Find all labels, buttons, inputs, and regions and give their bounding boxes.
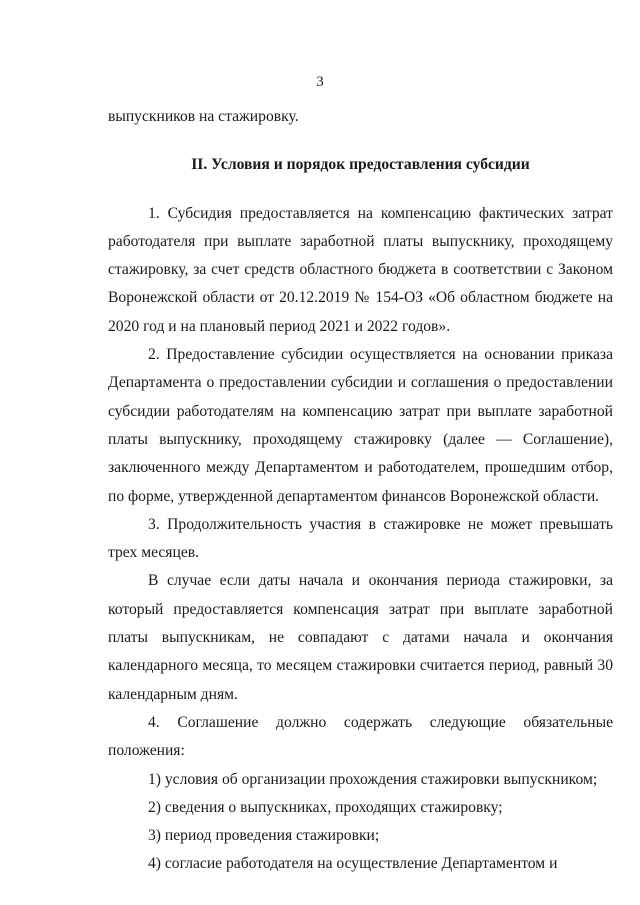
list-item-1: 1) условия об организации прохождения стажировки выпускником; <box>148 770 598 788</box>
list-item-2: 2) сведения о выпускниках, проходящих стажировку; <box>148 798 503 816</box>
paragraph-3: 3. Продолжительность участия в стажировке не может превышать трех месяцев. <box>108 515 613 562</box>
paragraph-5: 4. Соглашение должно содержать следующие обязательные положения: <box>108 713 613 760</box>
document-body <box>108 103 613 879</box>
list-item-3: 3) период проведения стажировки; <box>148 827 380 845</box>
list-item-4: 4) согласие работодателя на осуществление Департаментом и <box>148 855 558 873</box>
paragraph-2: 2. Предоставление субсидии осуществляется на основании приказа Департамента о предоставлении субсидии и соглашения о предоставлении субсидии работодателям на компенсацию затрат при выплате заработной платы выпускнику, проходящему стажировку (далее — Соглашение), заключенного между Департаментом и работодателем, прошедшим отбор, по форме, утвержденной департаментом финансов Воронежской области. <box>108 346 613 505</box>
paragraph-1: 1. Субсидия предоставляется на компенсацию фактических затрат работодателя при выплате заработной платы выпускнику, проходящему стажировку, за счет средств областного бюджета в соответствии с Законом Воронежской области от 20.12.2019 № 154-ОЗ «Об областном бюджете на 2020 год и на плановый период 2021 и 2022 годов». <box>108 204 613 335</box>
page-number: 3 <box>316 74 324 90</box>
section-title: II. Условия и порядок предоставления субсидии <box>191 156 530 174</box>
continuation-line: выпускников на стажировку. <box>108 108 299 125</box>
paragraph-4: В случае если даты начала и окончания периода стажировки, за который предоставляется компенсация затрат при выплате заработной платы выпускникам, не совпадают с датами начала и окончания календарного месяца, то месяцем стажировки считается период, равный 30 календарным дням. <box>108 572 613 703</box>
